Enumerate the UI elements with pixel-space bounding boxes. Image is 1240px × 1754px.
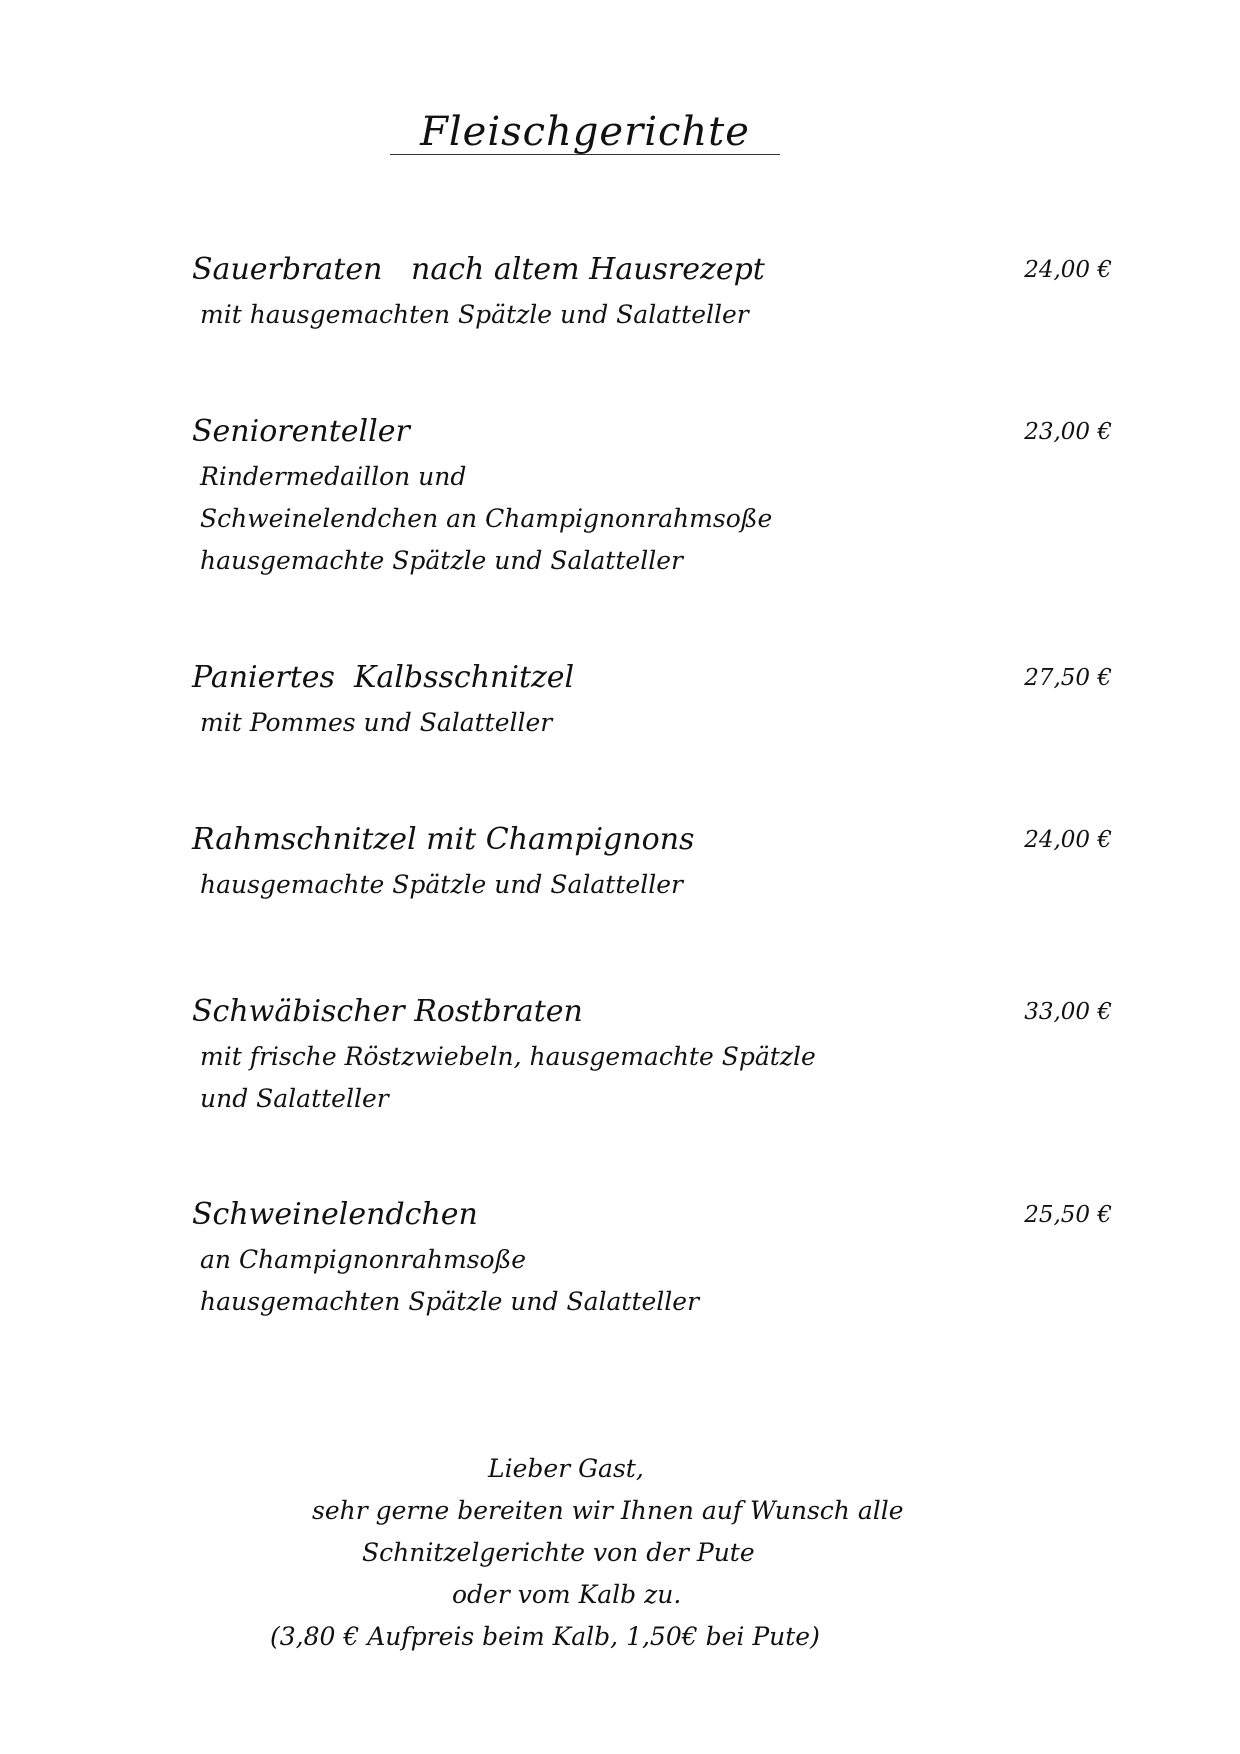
dish-head [192,250,1112,290]
dish-rahmschnitzel [192,820,1112,906]
dish-name: Paniertes Kalbsschnitzel [192,660,575,695]
dish-description [200,702,1112,744]
dish-price: 25,50 € [1024,1202,1112,1228]
note-line: sehr gerne bereiten wir Ihnen auf Wunsch alle [312,1496,904,1525]
dish-description-line: hausgemachten Spätzle und Salatteller [200,1287,700,1316]
dish-description [200,864,1112,906]
dish-head [192,820,1112,860]
dish-seniorenteller [192,412,1112,582]
dish-head [192,412,1112,452]
dish-name: Sauerbraten nach altem Hausrezept [192,252,765,287]
dish-price: 27,50 € [1024,665,1112,691]
dish-description-line: mit hausgemachten Spätzle und Salatteller [200,300,749,329]
dish-description-line: hausgemachte Spätzle und Salatteller [200,546,683,575]
page-title-wrap [390,109,780,155]
dish-head [192,992,1112,1032]
dish-name: Rahmschnitzel mit Champignons [192,822,695,857]
dish-description-line: hausgemachte Spätzle und Salatteller [200,870,683,899]
note-line: (3,80 € Aufpreis beim Kalb, 1,50€ bei Pute) [270,1622,820,1651]
dish-description [200,456,1112,582]
page-title: Fleischgerichte [420,109,750,155]
dish-description-line: Schweinelendchen an Champignonrahmsoße [200,504,773,533]
dish-name: Schweinelendchen [192,1197,478,1232]
dish-description-line: mit Pommes und Salatteller [200,708,553,737]
dish-head [192,1195,1112,1235]
dish-price: 24,00 € [1024,257,1112,283]
dish-sauerbraten [192,250,1112,336]
note-line: oder vom Kalb zu. [452,1580,682,1609]
dish-price: 24,00 € [1024,827,1112,853]
dish-kalbsschnitzel [192,658,1112,744]
dish-rostbraten [192,992,1112,1120]
dish-price: 33,00 € [1024,999,1112,1025]
dish-description [200,1036,1112,1120]
dish-description-line: Rindermedaillon und [200,462,467,491]
dish-name: Seniorenteller [192,414,410,449]
dish-head [192,658,1112,698]
title-underline [390,154,780,155]
dish-description-line: mit frische Röstzwiebeln, hausgemachte Spätzle [200,1042,816,1071]
dish-description-line: an Champignonrahmsoße [200,1245,527,1274]
dish-price: 23,00 € [1024,419,1112,445]
note-line: Schnitzelgerichte von der Pute [362,1538,755,1567]
dish-schweinelendchen [192,1195,1112,1323]
note-line: Lieber Gast, [488,1454,644,1483]
dish-description-line: und Salatteller [200,1084,389,1113]
dish-name: Schwäbischer Rostbraten [192,994,583,1029]
guest-note [240,1448,1000,1658]
dish-description [200,1239,1112,1323]
dish-description [200,294,1112,336]
